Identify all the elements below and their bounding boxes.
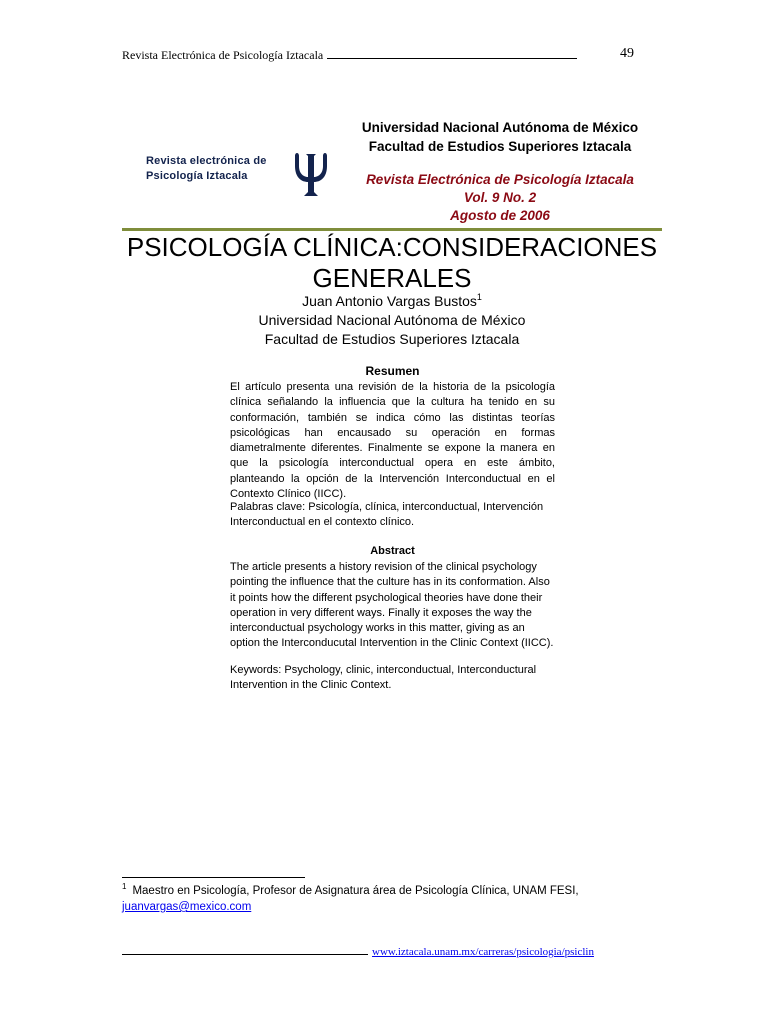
footnote — [122, 883, 662, 915]
resumen-body: El artículo presenta una revisión de la historia de la psicología clínica señalando la influencia que la cultura ha tenido en su conformación, también se indica cómo las distintas teorías psicológicas han encausado su operación en formas diametralmente diferentes. Finalmente se expone la manera en que la psicología interconductual opera en este ámbito, planteando la opción de la Intervención Interconductual en el Contexto Clínico (IICC). — [230, 381, 555, 501]
header-rule — [327, 48, 577, 59]
logo-line-2: Psicología Iztacala — [146, 170, 248, 182]
author-name: Juan Antonio Vargas Bustos — [302, 293, 477, 309]
journal-date: Agosto de 2006 — [450, 208, 550, 223]
journal-info — [330, 171, 670, 225]
logo-text — [146, 154, 267, 184]
page-number: 49 — [620, 46, 634, 61]
resumen-heading: Resumen — [365, 364, 420, 378]
institution-block — [330, 118, 670, 156]
abstract-heading: Abstract — [370, 545, 415, 557]
footnote-rule — [122, 877, 305, 878]
footer-rule — [122, 946, 368, 955]
abstract-keywords: Keywords: Psychology, clinic, interconductual, Interconductural Intervention in the Clinic Context. — [230, 664, 537, 692]
journal-logo — [140, 150, 340, 200]
institution-university: Universidad Nacional Autónoma de México — [361, 120, 639, 135]
journal-name: Revista Electrónica de Psicología Iztacala — [366, 172, 634, 187]
article-title — [122, 232, 662, 294]
title-rule — [122, 228, 662, 231]
footer-url-link[interactable]: www.iztacala.unam.mx/carreras/psicologia/psiclin — [372, 946, 594, 958]
running-header-title: Revista Electrónica de Psicología Iztacala — [122, 48, 324, 62]
footnote-mark: 1 — [122, 882, 127, 891]
author-affiliation-faculty: Facultad de Estudios Superiores Iztacala — [264, 331, 520, 347]
psi-symbol-icon — [292, 150, 330, 198]
institution-faculty: Facultad de Estudios Superiores Iztacala — [368, 139, 632, 154]
author-footnote-mark[interactable]: 1 — [476, 292, 482, 302]
running-header — [122, 48, 642, 63]
author-line — [122, 292, 662, 311]
footnote-text: Maestro en Psicología, Profesor de Asignatura área de Psicología Clínica, UNAM FESI, — [132, 885, 579, 897]
journal-volume: Vol. 9 No. 2 — [463, 190, 537, 205]
author-affiliation-university: Universidad Nacional Autónoma de México — [258, 312, 526, 328]
logo-line-1: Revista electrónica de — [146, 155, 267, 167]
author-block — [122, 292, 662, 349]
article-title-line-2: GENERALES — [312, 263, 472, 293]
footnote-email-link[interactable]: juanvargas@mexico.com — [122, 901, 252, 913]
resumen-keywords: Palabras clave: Psicología, clínica, interconductual, Intervención Interconductual en el contexto clínico. — [230, 501, 544, 529]
abstract-body: The article presents a history revision of the clinical psychology pointing the influence that the culture has in its conformation. Also it points how the different psychological theories have done their operation in very different ways. Finally it exposes the way the interconductual psychology works in this matter, giving as an option the Interconducutal Intervention in the Clinic Context (IICC). — [230, 561, 554, 650]
page-footer — [122, 946, 682, 958]
article-title-line-1: PSICOLOGÍA CLÍNICA:CONSIDERACIONES — [126, 232, 658, 262]
